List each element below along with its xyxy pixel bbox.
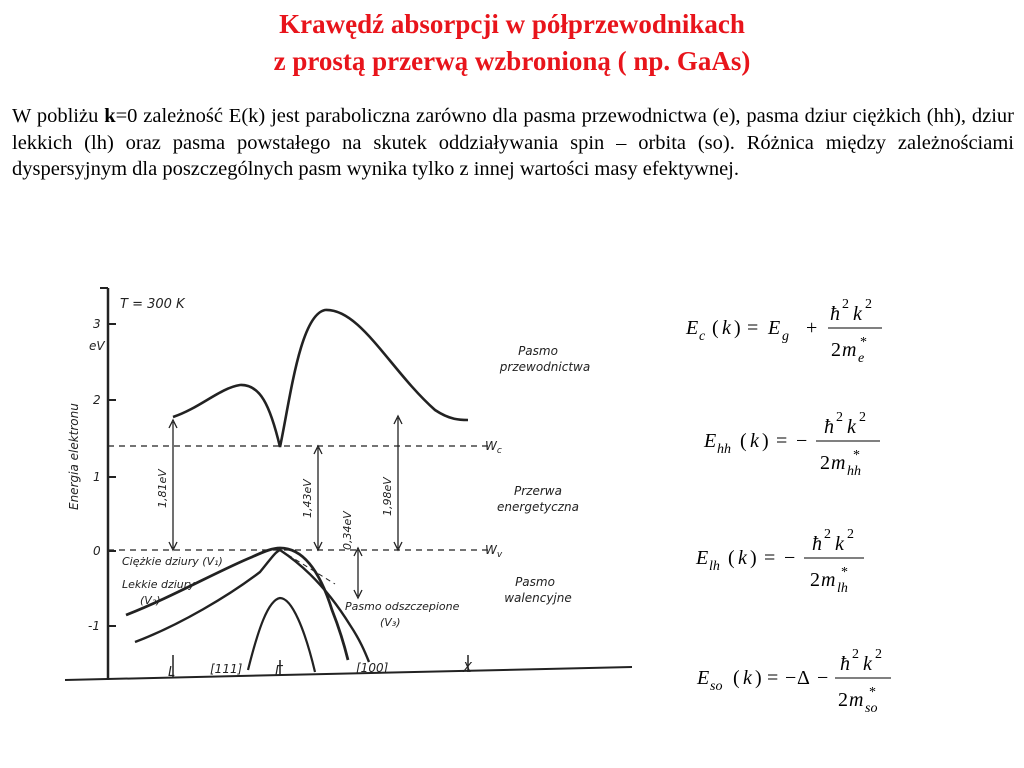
svg-text:lh: lh xyxy=(837,581,848,596)
svg-text:ħ: ħ xyxy=(812,533,822,555)
svg-text:e: e xyxy=(858,351,865,366)
wv-label: $W_v$ xyxy=(485,543,503,560)
svg-text:−: − xyxy=(784,547,796,569)
svg-text:=: = xyxy=(764,547,776,569)
svg-text:E: E xyxy=(768,317,781,339)
k-label-100: [100] xyxy=(356,661,389,675)
svg-text:): ) xyxy=(762,430,769,452)
split-off-label-1: Pasmo odszczepione xyxy=(345,600,460,613)
temperature-label: T = 300 K xyxy=(120,297,185,312)
svg-text:m: m xyxy=(821,569,836,591)
equation-heavy-holes xyxy=(700,403,900,485)
paragraph-text-start: W pobliżu xyxy=(12,105,105,127)
svg-text:2: 2 xyxy=(852,647,859,662)
svg-text:2: 2 xyxy=(838,689,848,711)
k-axis xyxy=(65,667,632,680)
paragraph-text-rest: =0 zależność E(k) jest paraboliczna zarówno dla pasma przewodnictwa (e), pasma dziur ciężkich (hh), dziur lekkich (lh) oraz pasma powstałego na skutek oddziaływania spin – orbita (so). Różnica między zależnościami dyspersyjnym dla poszczególnych pasm wynika tylko z innej wartości masy efektywnej. xyxy=(12,105,1015,180)
svg-text:*: * xyxy=(853,448,860,463)
svg-text:so: so xyxy=(865,701,878,716)
k-label-l: L xyxy=(168,665,176,680)
svg-text:E: E xyxy=(696,547,709,569)
y-tick-0: 0 xyxy=(93,544,101,558)
y-axis-label: Energia elektronu xyxy=(67,403,81,510)
svg-text:k: k xyxy=(750,430,759,452)
svg-text:m: m xyxy=(842,339,857,361)
region-valence-1: Pasmo xyxy=(515,575,555,589)
k-label-x: X xyxy=(463,661,472,676)
svg-text:k: k xyxy=(847,416,856,438)
svg-text:c: c xyxy=(699,329,706,344)
svg-text:2: 2 xyxy=(847,527,854,542)
svg-text:k: k xyxy=(853,303,862,325)
svg-text:Δ: Δ xyxy=(797,667,810,689)
svg-text:=: = xyxy=(767,667,779,689)
svg-text:*: * xyxy=(860,335,867,350)
svg-text:m: m xyxy=(831,452,846,474)
conduction-band-curve xyxy=(173,310,468,447)
svg-text:lh: lh xyxy=(709,559,720,574)
svg-text:(: ( xyxy=(740,430,747,452)
svg-text:g: g xyxy=(782,329,789,344)
svg-text:−: − xyxy=(796,430,808,452)
light-holes-label-1: Lekkie dziury xyxy=(122,578,195,591)
svg-text:k: k xyxy=(722,317,731,339)
svg-text:2: 2 xyxy=(810,569,820,591)
slide-title-line-1: Krawędź absorpcji w półprzewodnikach xyxy=(279,9,745,39)
svg-text:hh: hh xyxy=(847,464,861,479)
svg-text:=: = xyxy=(747,317,759,339)
svg-text:E: E xyxy=(704,430,717,452)
svg-text:+: + xyxy=(806,317,818,339)
svg-text:2: 2 xyxy=(836,410,843,425)
region-conduction-2: przewodnictwa xyxy=(499,360,591,374)
band-structure-diagram xyxy=(60,280,635,690)
svg-text:so: so xyxy=(710,679,723,694)
gap-label-direct: 1,43eV xyxy=(301,479,314,518)
svg-text:(: ( xyxy=(728,547,735,569)
split-off-band-curve xyxy=(248,598,315,672)
svg-text:E: E xyxy=(686,317,699,339)
y-tick-1: 1 xyxy=(93,470,101,484)
svg-text:k: k xyxy=(743,667,752,689)
svg-text:): ) xyxy=(750,547,757,569)
svg-text:(: ( xyxy=(712,317,719,339)
light-holes-label-2: (V₂) xyxy=(140,594,161,607)
equation-conduction-band xyxy=(682,290,892,372)
svg-text:hh: hh xyxy=(717,442,731,457)
svg-text:ħ: ħ xyxy=(830,303,840,325)
svg-text:2: 2 xyxy=(824,527,831,542)
wc-label: $W_c$ xyxy=(485,439,502,456)
svg-text:ħ: ħ xyxy=(840,653,850,675)
svg-text:−: − xyxy=(785,667,797,689)
svg-text:k: k xyxy=(863,653,872,675)
paragraph-bold-k: k xyxy=(104,105,116,127)
region-gap-1: Przerwa xyxy=(514,484,562,498)
k-label-gamma: Γ xyxy=(275,664,283,679)
svg-text:−: − xyxy=(817,667,829,689)
svg-text:2: 2 xyxy=(842,297,849,312)
svg-text:2: 2 xyxy=(831,339,841,361)
svg-text:): ) xyxy=(755,667,762,689)
equation-light-holes xyxy=(692,520,892,602)
svg-text:*: * xyxy=(841,565,848,580)
svg-text:k: k xyxy=(835,533,844,555)
svg-text:2: 2 xyxy=(865,297,872,312)
svg-text:ħ: ħ xyxy=(824,416,834,438)
region-conduction-1: Pasmo xyxy=(518,344,558,358)
equation-split-off xyxy=(693,640,903,722)
heavy-holes-label: Ciężkie dziury (V₁) xyxy=(122,555,223,568)
gap-label-x: 1,98eV xyxy=(381,477,394,516)
k-label-111: [111] xyxy=(210,662,243,676)
y-tick-3: 3 xyxy=(93,317,101,331)
svg-text:E: E xyxy=(697,667,710,689)
y-tick-minus1: -1 xyxy=(88,619,100,633)
svg-text:*: * xyxy=(869,685,876,700)
gap-label-l: 1,81eV xyxy=(156,469,169,508)
region-gap-2: energetyczna xyxy=(497,500,579,514)
y-tick-2: 2 xyxy=(93,393,101,407)
svg-text:m: m xyxy=(849,689,864,711)
gap-label-split-off: 0,34eV xyxy=(341,511,354,550)
y-unit: eV xyxy=(89,339,105,353)
svg-text:2: 2 xyxy=(875,647,882,662)
svg-text:=: = xyxy=(776,430,788,452)
intro-paragraph xyxy=(12,103,1014,183)
slide-title-line-2: z prostą przerwą wzbronioną ( np. GaAs) xyxy=(273,46,751,76)
region-valence-2: walencyjne xyxy=(504,591,572,605)
svg-text:(: ( xyxy=(733,667,740,689)
svg-text:k: k xyxy=(738,547,747,569)
split-off-label-2: (V₃) xyxy=(380,616,401,629)
svg-text:2: 2 xyxy=(820,452,830,474)
svg-text:2: 2 xyxy=(859,410,866,425)
svg-text:): ) xyxy=(734,317,741,339)
